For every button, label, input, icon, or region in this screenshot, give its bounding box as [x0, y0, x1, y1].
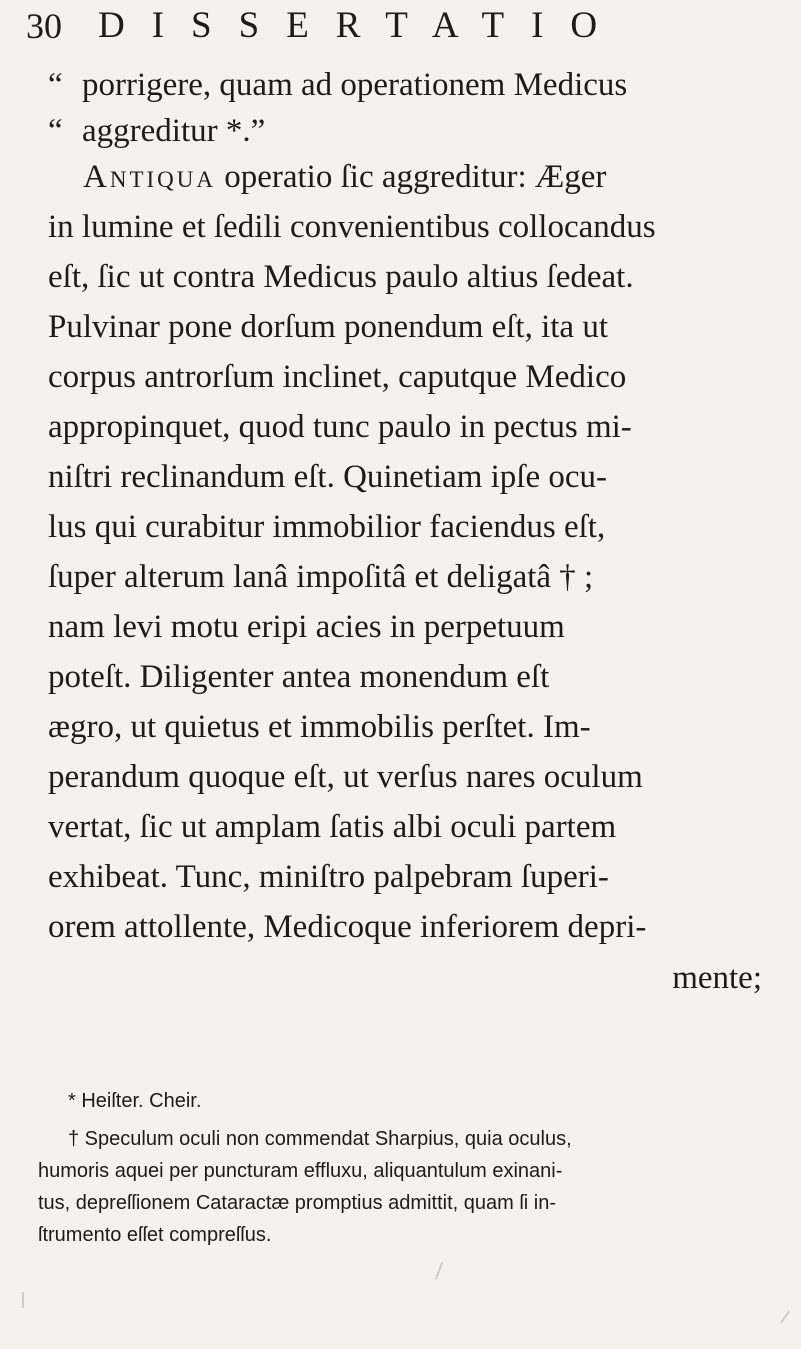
- text-line-17: exhibeat. Tunc, miniſtro palpebram ſuperi-: [48, 859, 609, 895]
- text-line-18: orem attollente, Medicoque inferiorem depri-: [48, 909, 647, 945]
- open-quote: “: [48, 67, 63, 103]
- running-title: DISSERTATIO: [98, 5, 625, 46]
- text-line-7: corpus antrorſum inclinet, caputque Medico: [48, 359, 627, 395]
- page-number: 30: [26, 6, 62, 46]
- text-line-6: Pulvinar pone dorſum ponendum eſt, ita ut: [48, 309, 609, 345]
- text-line-14: ægro, ut quietus et immobilis perſtet. Im-: [48, 709, 591, 745]
- text-line-15: perandum quoque eſt, ut verſus nares oculum: [48, 759, 643, 795]
- open-quote: “: [48, 113, 63, 149]
- text-line-10: lus qui curabitur immobilior faciendus eſt,: [48, 509, 606, 545]
- text-line-2: [48, 106, 265, 156]
- text-line-12: nam levi motu eripi acies in perpetuum: [48, 609, 565, 645]
- paper-speck: [22, 1292, 24, 1308]
- line-text: porrigere, quam ad operationem Medicus: [82, 67, 628, 103]
- footnote-line: tus, depreſſionem Cataractæ promptius admittit, quam ſi in-: [38, 1192, 556, 1214]
- footnote-speculum: † Speculum oculi non commendat Sharpius, quia oculus,: [68, 1128, 572, 1150]
- catchword: mente;: [672, 960, 762, 996]
- text-line-5: eſt, ſic ut contra Medicus paulo altius ſedeat.: [48, 259, 634, 295]
- text-line-3: [48, 152, 606, 202]
- section-lead-caps: Antiqua: [83, 159, 216, 195]
- footnote-line: ſtrumento eſſet compreſſus.: [38, 1224, 272, 1246]
- text-line-9: niſtri reclinandum eſt. Quinetiam ipſe ocu-: [48, 459, 608, 495]
- paper-speck: [435, 1262, 443, 1280]
- text-line-1: [48, 60, 627, 110]
- text-line-8: appropinquet, quod tunc paulo in pectus mi-: [48, 409, 632, 445]
- text-line-4: in lumine et ſedili convenientibus collocandus: [48, 209, 656, 245]
- paper-speck: [780, 1311, 790, 1324]
- line-text: operatio ſic aggreditur: Æger: [215, 159, 607, 195]
- footnote-line: humoris aquei per puncturam effluxu, aliquantulum exinani-: [38, 1160, 563, 1182]
- line-text: aggreditur *.”: [82, 113, 266, 149]
- text-line-11: ſuper alterum lanâ impoſitâ et deligatâ † ;: [48, 559, 594, 595]
- footnote-heister: * Heiſter. Cheir.: [68, 1090, 202, 1112]
- page-header: [26, 4, 726, 48]
- text-line-16: vertat, ſic ut amplam ſatis albi oculi partem: [48, 809, 617, 845]
- text-line-13: poteſt. Diligenter antea monendum eſt: [48, 659, 550, 695]
